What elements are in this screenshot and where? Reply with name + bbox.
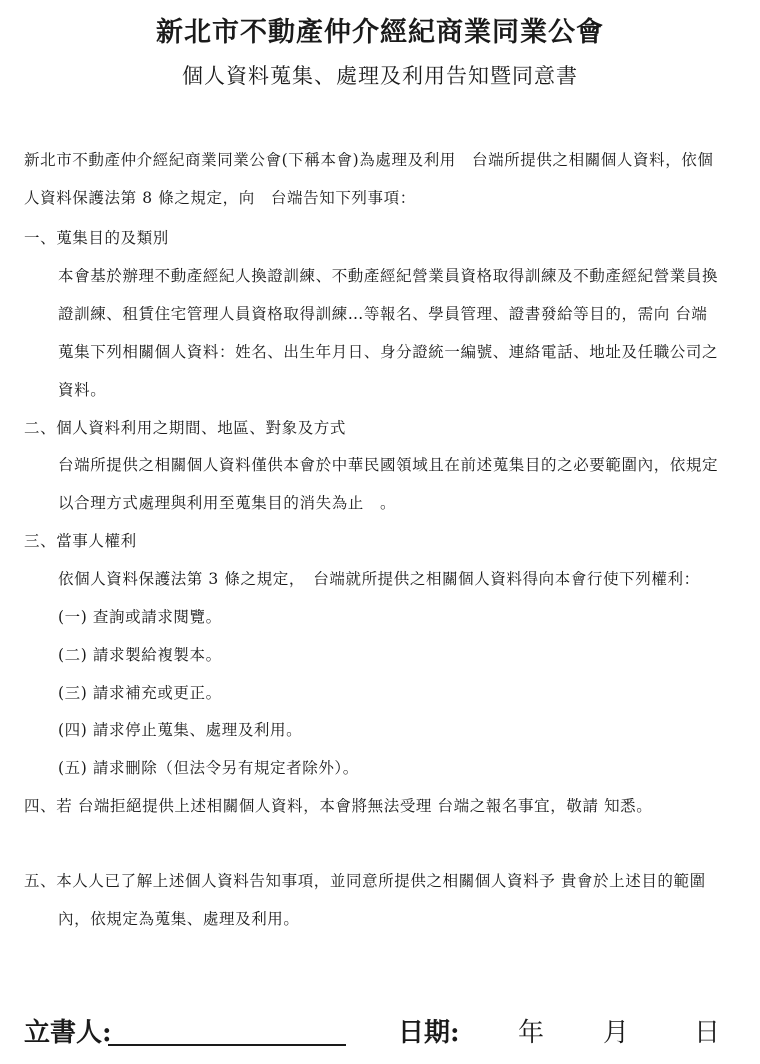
date-day-label: 日	[694, 1018, 721, 1048]
section-text: 四、若 台端拒絕提供上述相關個人資料，本會將無法受理 台端之報名事宜，敬請 知悉。	[24, 797, 653, 815]
intro-line: 新北市不動產仲介經紀商業同業公會(下稱本會)為處理及利用 台端所提供之相關個人資料，依個	[24, 151, 714, 169]
section-text: 依個人資料保護法第 3 條之規定， 台端就所提供之相關個人資料得向本會行使下列權利：	[58, 570, 700, 588]
list-item: (五) 請求刪除（但法令另有規定者除外）。	[58, 759, 359, 777]
signature-row	[0, 1012, 760, 1052]
date-year-label: 年	[518, 1018, 545, 1048]
section-text: 以合理方式處理與利用至蒐集目的消失為止 。	[58, 494, 397, 512]
section-text: 台端所提供之相關個人資料僅供本會於中華民國領域且在前述蒐集目的之必要範圍內，依規定	[58, 456, 719, 474]
list-item: (四) 請求停止蒐集、處理及利用。	[58, 721, 303, 739]
date-month-label: 月	[603, 1018, 630, 1048]
section-text: 蒐集下列相關個人資料：姓名、出生年月日、身分證統一編號、連絡電話、地址及任職公司之	[58, 343, 719, 361]
section-heading: 三、當事人權利	[24, 532, 137, 550]
section-heading: 一、蒐集目的及類別	[24, 229, 169, 247]
date-label: 日期:	[398, 1018, 460, 1048]
page-subtitle: 個人資料蒐集、處理及利用告知暨同意書	[182, 64, 578, 88]
section-text: 內，依規定為蒐集、處理及利用。	[58, 910, 300, 928]
list-item: (二) 請求製給複製本。	[58, 646, 222, 664]
section-text: 資料。	[58, 381, 107, 399]
signer-line[interactable]	[108, 1044, 346, 1046]
section-text: 證訓練、租賃住宅管理人員資格取得訓練…等報名、學員管理、證書發給等目的，需向 台端	[58, 305, 708, 323]
signer-label: 立書人:	[24, 1018, 112, 1048]
list-item: (一) 查詢或請求閱覽。	[58, 608, 222, 626]
section-text: 五、本人人已了解上述個人資料告知事項，並同意所提供之相關個人資料予 貴會於上述目的範圍	[24, 872, 706, 890]
intro-line: 人資料保護法第 8 條之規定，向 台端告知下列事項：	[24, 189, 416, 207]
page-title: 新北市不動產仲介經紀商業同業公會	[156, 17, 604, 48]
list-item: (三) 請求補充或更正。	[58, 684, 222, 702]
section-heading: 二、個人資料利用之期間、地區、對象及方式	[24, 419, 347, 437]
section-text: 本會基於辦理不動產經紀人換證訓練、不動產經紀營業員資格取得訓練及不動產經紀營業員換	[58, 267, 719, 285]
